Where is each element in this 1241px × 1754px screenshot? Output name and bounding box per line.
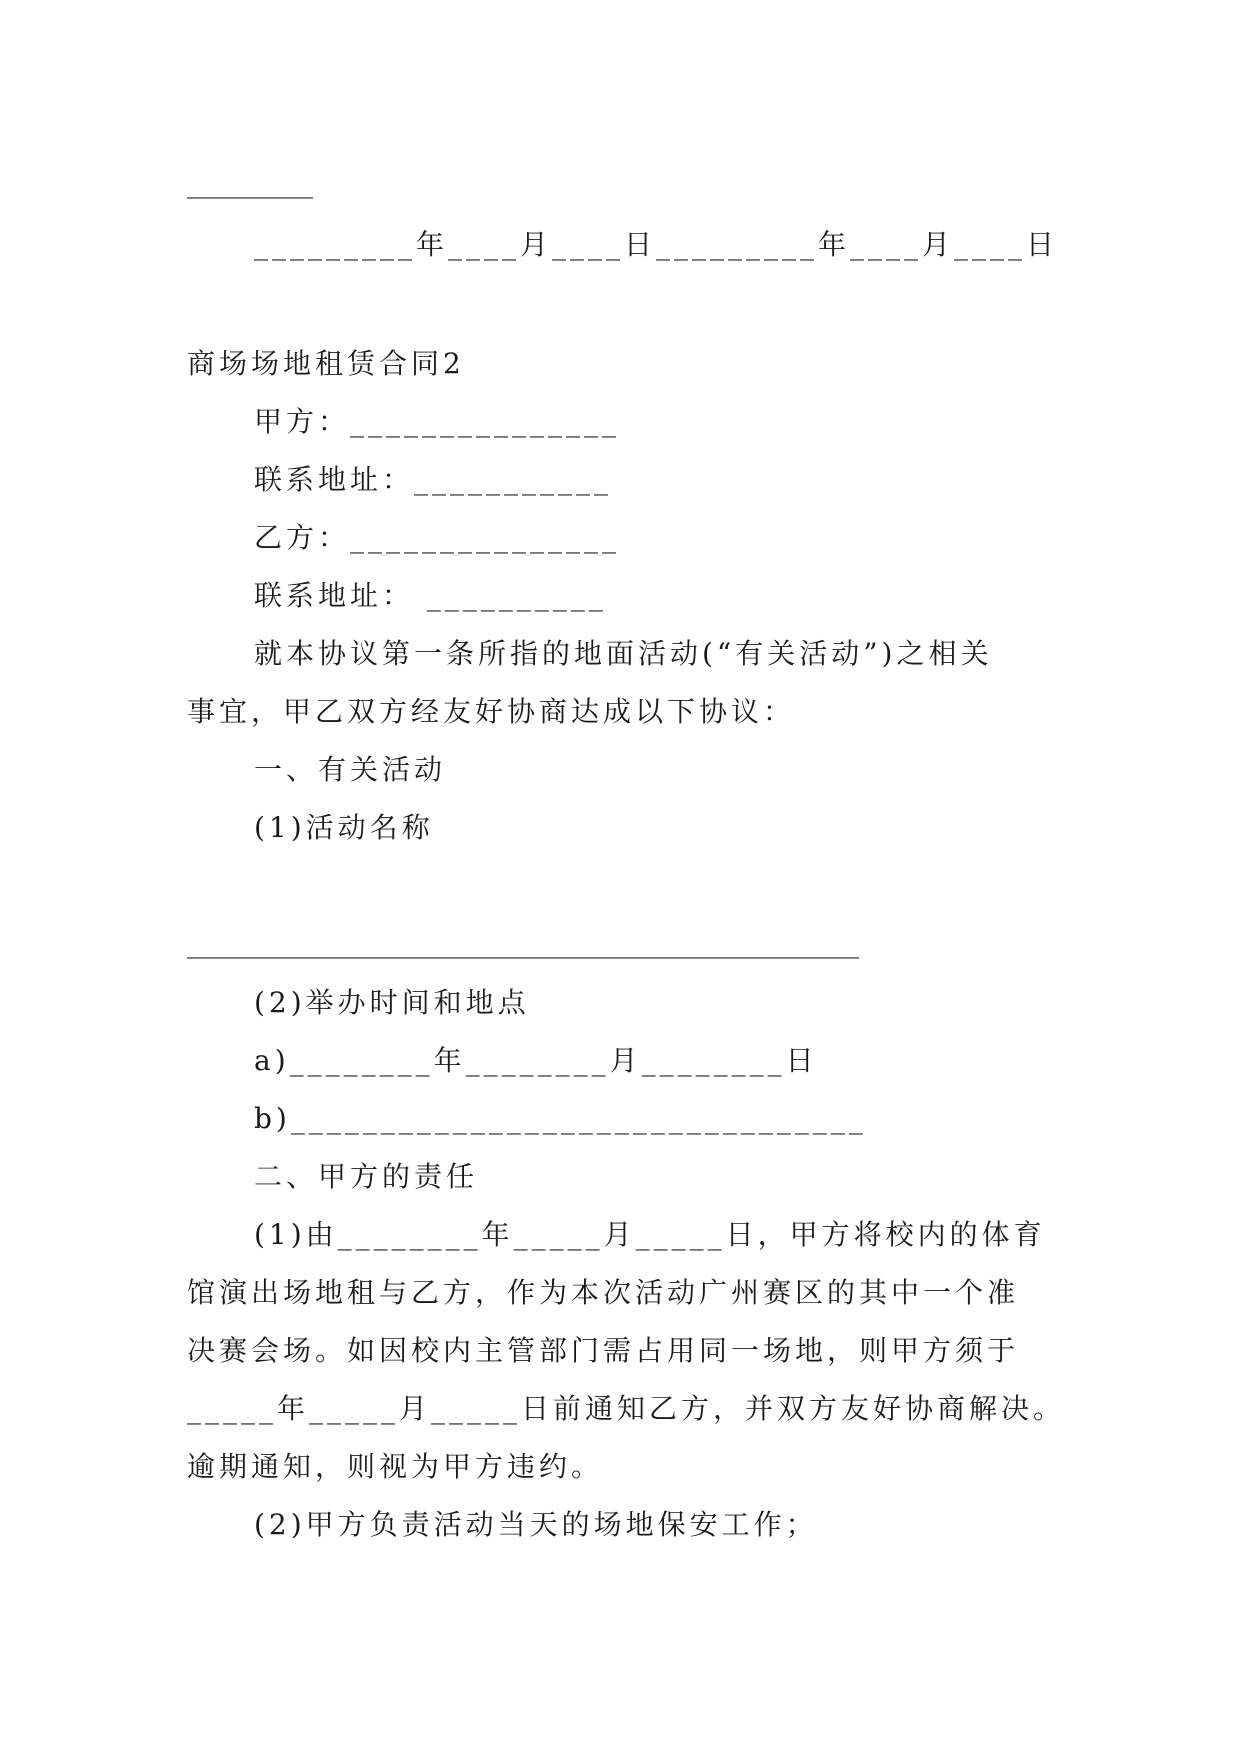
event-name-blank: ________________________________________________ — [187, 926, 859, 959]
clause-2-1-line-1: (1)由________年_____月_____日，甲方将校内的体育 — [254, 1218, 1046, 1251]
preamble-line-1: 就本协议第一条所指的地面活动(“有关活动”)之相关 — [254, 637, 993, 670]
clause-2-1-line-5: 逾期通知，则视为甲方违约。 — [187, 1450, 604, 1483]
clause-date-blank: a)________年________月________日 — [254, 1044, 818, 1077]
party-a-address-field: 联系地址：___________ — [254, 463, 613, 496]
party-b-address-field: 联系地址： __________ — [254, 579, 607, 612]
clause-2-2: (2)甲方负责活动当天的场地保安工作； — [254, 1508, 818, 1541]
clause-2-1-line-4: _____年_____月_____日前通知乙方，并双方友好协商解决。 — [187, 1392, 1066, 1425]
section-heading-1: 一、有关活动 — [254, 753, 447, 786]
clause-2-1-line-3: 决赛会场。如因校内主管部门需占用同一场地，则甲方须于 — [187, 1334, 1020, 1367]
section-heading-2: 二、甲方的责任 — [254, 1160, 479, 1193]
clause-time-place: (2)举办时间和地点 — [254, 986, 530, 1019]
contract-title: 商场场地租赁合同2 — [187, 347, 465, 380]
party-a-field: 甲方：_______________ — [254, 405, 621, 438]
clause-2-1-line-2: 馆演出场地租与乙方，作为本次活动广州赛区的其中一个准 — [187, 1276, 1020, 1309]
signature-blank-line: _________ — [187, 166, 313, 199]
preamble-line-2: 事宜，甲乙双方经友好协商达成以下协议： — [187, 695, 796, 728]
signature-date-line: _________年____月____日_________年____月____日 — [254, 228, 1059, 261]
clause-event-name: (1)活动名称 — [254, 811, 434, 844]
party-b-field: 乙方：_______________ — [254, 521, 621, 554]
clause-place-blank: b)________________________________ — [254, 1102, 867, 1135]
